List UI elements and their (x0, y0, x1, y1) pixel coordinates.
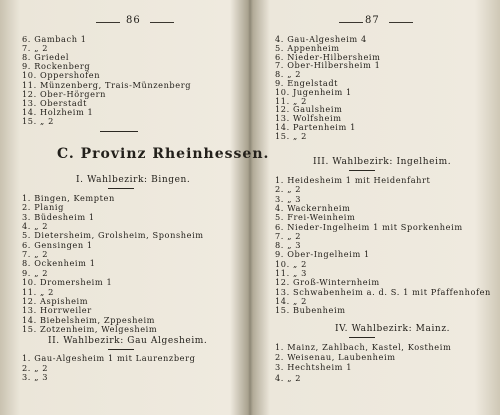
folio-dash (96, 22, 120, 23)
list-item: 8. „ 2 (275, 69, 302, 80)
list-item: 15. „ 2 (22, 115, 54, 126)
list-item: 6. Nieder-Hilbersheim (275, 51, 381, 62)
list-item: 14. Partenheim 1 (275, 122, 356, 132)
list-item: 8. „ 3 (275, 240, 302, 251)
list-item: 10. Oppershofen (22, 70, 101, 81)
list-item: 1. Heidesheim 1 mit Heidenfahrt (275, 175, 431, 185)
list-item: 10. Jugenheim 1 (275, 86, 352, 97)
list-item: 13. Wolfsheim (275, 113, 342, 124)
list-item: 6. Nieder-Ingelheim 1 mit Sporkenheim (275, 221, 463, 232)
list-item: 3. „ 3 (275, 193, 302, 204)
province-heading: C. Provinz Rheinhessen. (57, 146, 270, 162)
title-rule (349, 337, 375, 338)
list-item: 12. Groß-Winternheim (275, 277, 380, 288)
title-rule (108, 349, 134, 350)
list-item: 1. Gau-Algesheim 1 mit Laurenzberg (22, 353, 196, 363)
list-item: 1. Bingen, Kempten (22, 193, 115, 203)
list-item: 11. „ 3 (275, 268, 307, 278)
list-item: 5. Dietersheim, Grolsheim, Sponsheim (22, 230, 204, 241)
list-item: 15. Zotzenheim, Welgesheim (22, 323, 158, 334)
list-item: 5. Appenheim (275, 42, 340, 53)
folio-dash (150, 22, 174, 23)
list-item: 7. „ 2 (22, 43, 49, 54)
list-item: 11. „ 2 (22, 286, 54, 297)
list-item: 12. Ober-Hörgern (22, 88, 106, 99)
list-item: 6. Gensingen 1 (22, 239, 93, 250)
page-number: 86 (126, 15, 141, 26)
list-item: 11. Münzenberg, Trais-Münzenberg (22, 79, 192, 90)
list-item: 10. Dromersheim 1 (22, 277, 113, 288)
list-item: 12. Aspisheim (22, 295, 89, 306)
list-item: 5. Frei-Weinheim (275, 212, 356, 223)
list-item: 14. Biebelsheim, Zppesheim (22, 314, 156, 325)
list-item: 9. Engelstadt (275, 78, 339, 88)
list-item: 8. Griedel (22, 52, 70, 63)
list-item: 4. „ 2 (275, 372, 302, 383)
list-item: 13. Horrweiler (22, 305, 92, 316)
list-item: 1. Mainz, Zahlbach, Kastel, Kostheim (275, 342, 452, 352)
title-rule (349, 170, 375, 171)
list-item: 7. „ 2 (275, 230, 302, 241)
list-item: 2. „ 2 (22, 362, 49, 373)
list-item: 3. Büdesheim 1 (22, 211, 95, 222)
list-item: 3. „ 3 (22, 372, 49, 383)
list-item: 14. Holzheim 1 (22, 106, 94, 117)
list-item: 2. Planig (22, 202, 64, 213)
district-title: III. Wahlbezirk: Ingelheim. (313, 157, 452, 167)
folio-dash (339, 22, 363, 23)
list-item: 12. Gaulsheim (275, 104, 343, 115)
list-item: 4. Gau-Algesheim 4 (275, 34, 367, 44)
list-item: 4. Wackernheim (275, 202, 351, 213)
title-rule (108, 188, 134, 189)
list-item: 7. „ 2 (22, 249, 49, 260)
folio-dash (389, 22, 413, 23)
list-item: 2. „ 2 (275, 184, 302, 195)
list-item: 9. Ober-Ingelheim 1 (275, 249, 370, 260)
list-item: 15. „ 2 (275, 130, 307, 141)
list-item: 7. Ober-Hilbersheim 1 (275, 60, 381, 71)
list-item: 9. „ 2 (22, 267, 49, 278)
district-title: I. Wahlbezirk: Bingen. (76, 175, 191, 185)
district-title: IV. Wahlbezirk: Mainz. (335, 324, 451, 334)
right-page (253, 0, 500, 415)
list-item: 3. Hechtsheim 1 (275, 362, 353, 373)
section-rule (100, 131, 138, 132)
district-title: II. Wahlbezirk: Gau Algesheim. (48, 336, 208, 346)
list-item: 11. „ 2 (275, 95, 307, 106)
list-item: 15. Bubenheim (275, 305, 346, 316)
list-item: 8. Ockenheim 1 (22, 258, 96, 269)
list-item: 13. Schwabenheim a. d. S. 1 mit Pfaffenhofen (275, 286, 491, 297)
page-number: 87 (365, 15, 380, 26)
list-item: 14. „ 2 (275, 295, 307, 306)
list-item: 2. Weisenau, Laubenheim (275, 352, 396, 363)
list-item: 10. „ 2 (275, 258, 307, 269)
list-item: 4. „ 2 (22, 221, 49, 232)
list-item: 9. Rockenberg (22, 61, 91, 72)
list-item: 13. Oberstadt (22, 97, 88, 108)
list-item: 6. Gambach 1 (22, 34, 87, 44)
